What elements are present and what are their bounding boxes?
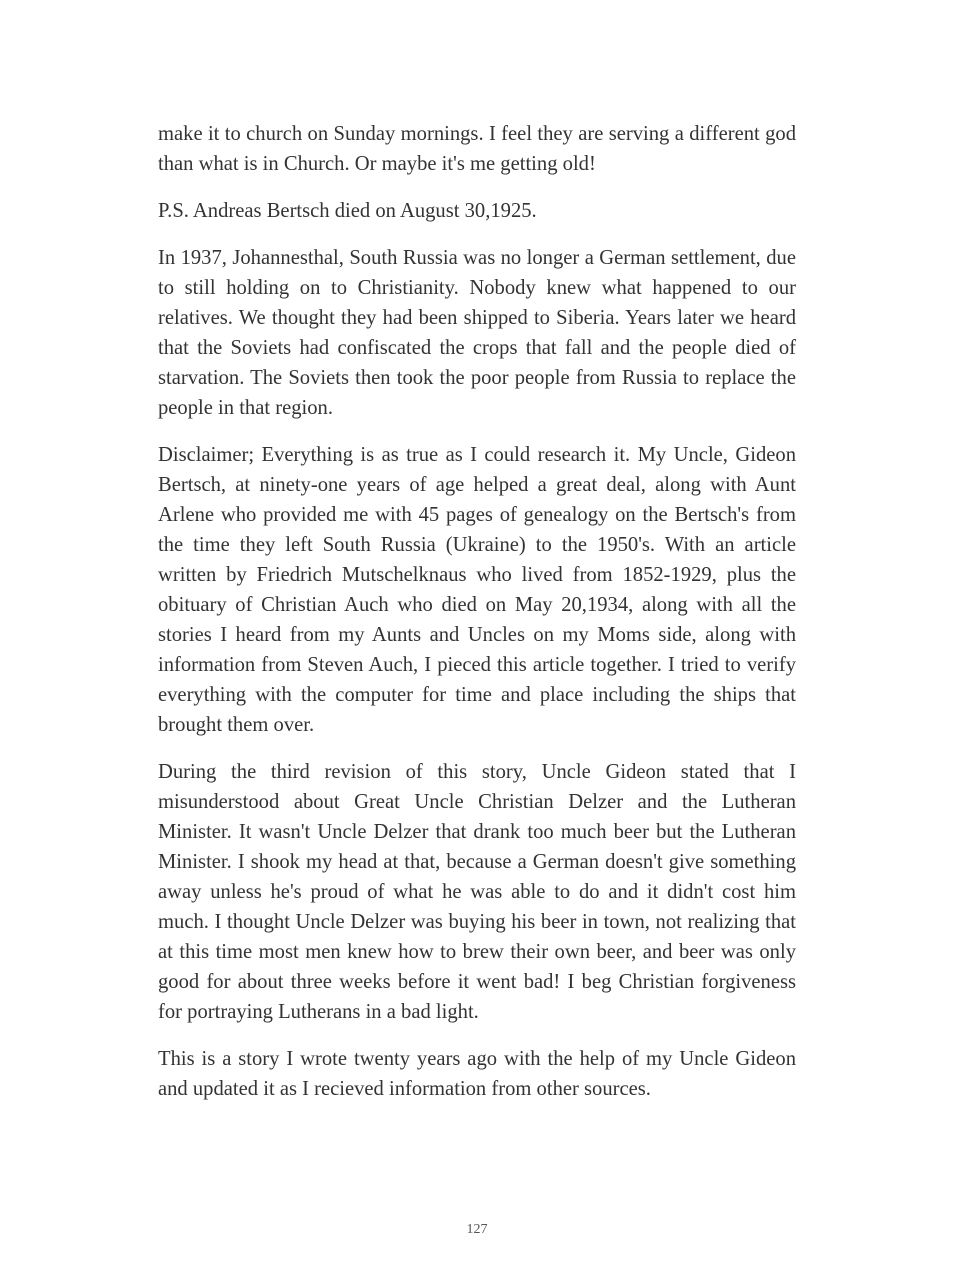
paragraph-disclaimer: Disclaimer; Everything is as true as I could research it. My Uncle, Gideon Bertsch, at ninety-one years of age helped a great deal, along with Aunt Arlene who provided me with 45 pages of genealogy on the Bertsch's from the time they left South Russia (Ukraine) to the 1950's. With an article written by Friedrich Mutschelknaus who lived from 1852-1929, plus the obituary of Christian Auch who died on May 20,1934, along with all the stories I heard from my Aunts and Uncles on my Moms side, along with information from Steven Auch, I pieced this article together. I tried to verify everything with the computer for time and place including the ships that brought them over. xyxy=(158,444,796,736)
paragraph-postscript: P.S. Andreas Bertsch died on August 30,1925. xyxy=(158,200,537,222)
page-number: 127 xyxy=(466,1222,488,1237)
paragraph-closing: This is a story I wrote twenty years ago with the help of my Uncle Gideon and updated it as I recieved information from other sources. xyxy=(158,1048,796,1100)
paragraph-johannesthal: In 1937, Johannesthal, South Russia was no longer a German settlement, due to still holding on to Christianity. Nobody knew what happened to our relatives. We thought they had been shipped to Siberia. Years later we heard that the Soviets had confiscated the crops that fall and the people died of starvation. The Soviets then took the poor people from Russia to replace the people in that region. xyxy=(158,247,796,419)
paragraph-third-revision: During the third revision of this story, Uncle Gideon stated that I misunderstood about Great Uncle Christian Delzer and the Lutheran Minister. It wasn't Uncle Delzer that drank too much beer but the Lutheran Minister. I shook my head at that, because a German doesn't give something away unless he's proud of what he was able to do and it didn't cost him much. I thought Uncle Delzer was buying his beer in town, not realizing that at this time most men knew how to brew their own beer, and beer was only good for about three weeks before it went bad! I beg Christian forgiveness for portraying Lutherans in a bad light. xyxy=(158,761,796,1023)
paragraph-church-continuation: make it to church on Sunday mornings. I feel they are serving a different god than what is in Church. Or maybe it's me getting old! xyxy=(158,123,796,175)
body-text xyxy=(158,119,796,1121)
